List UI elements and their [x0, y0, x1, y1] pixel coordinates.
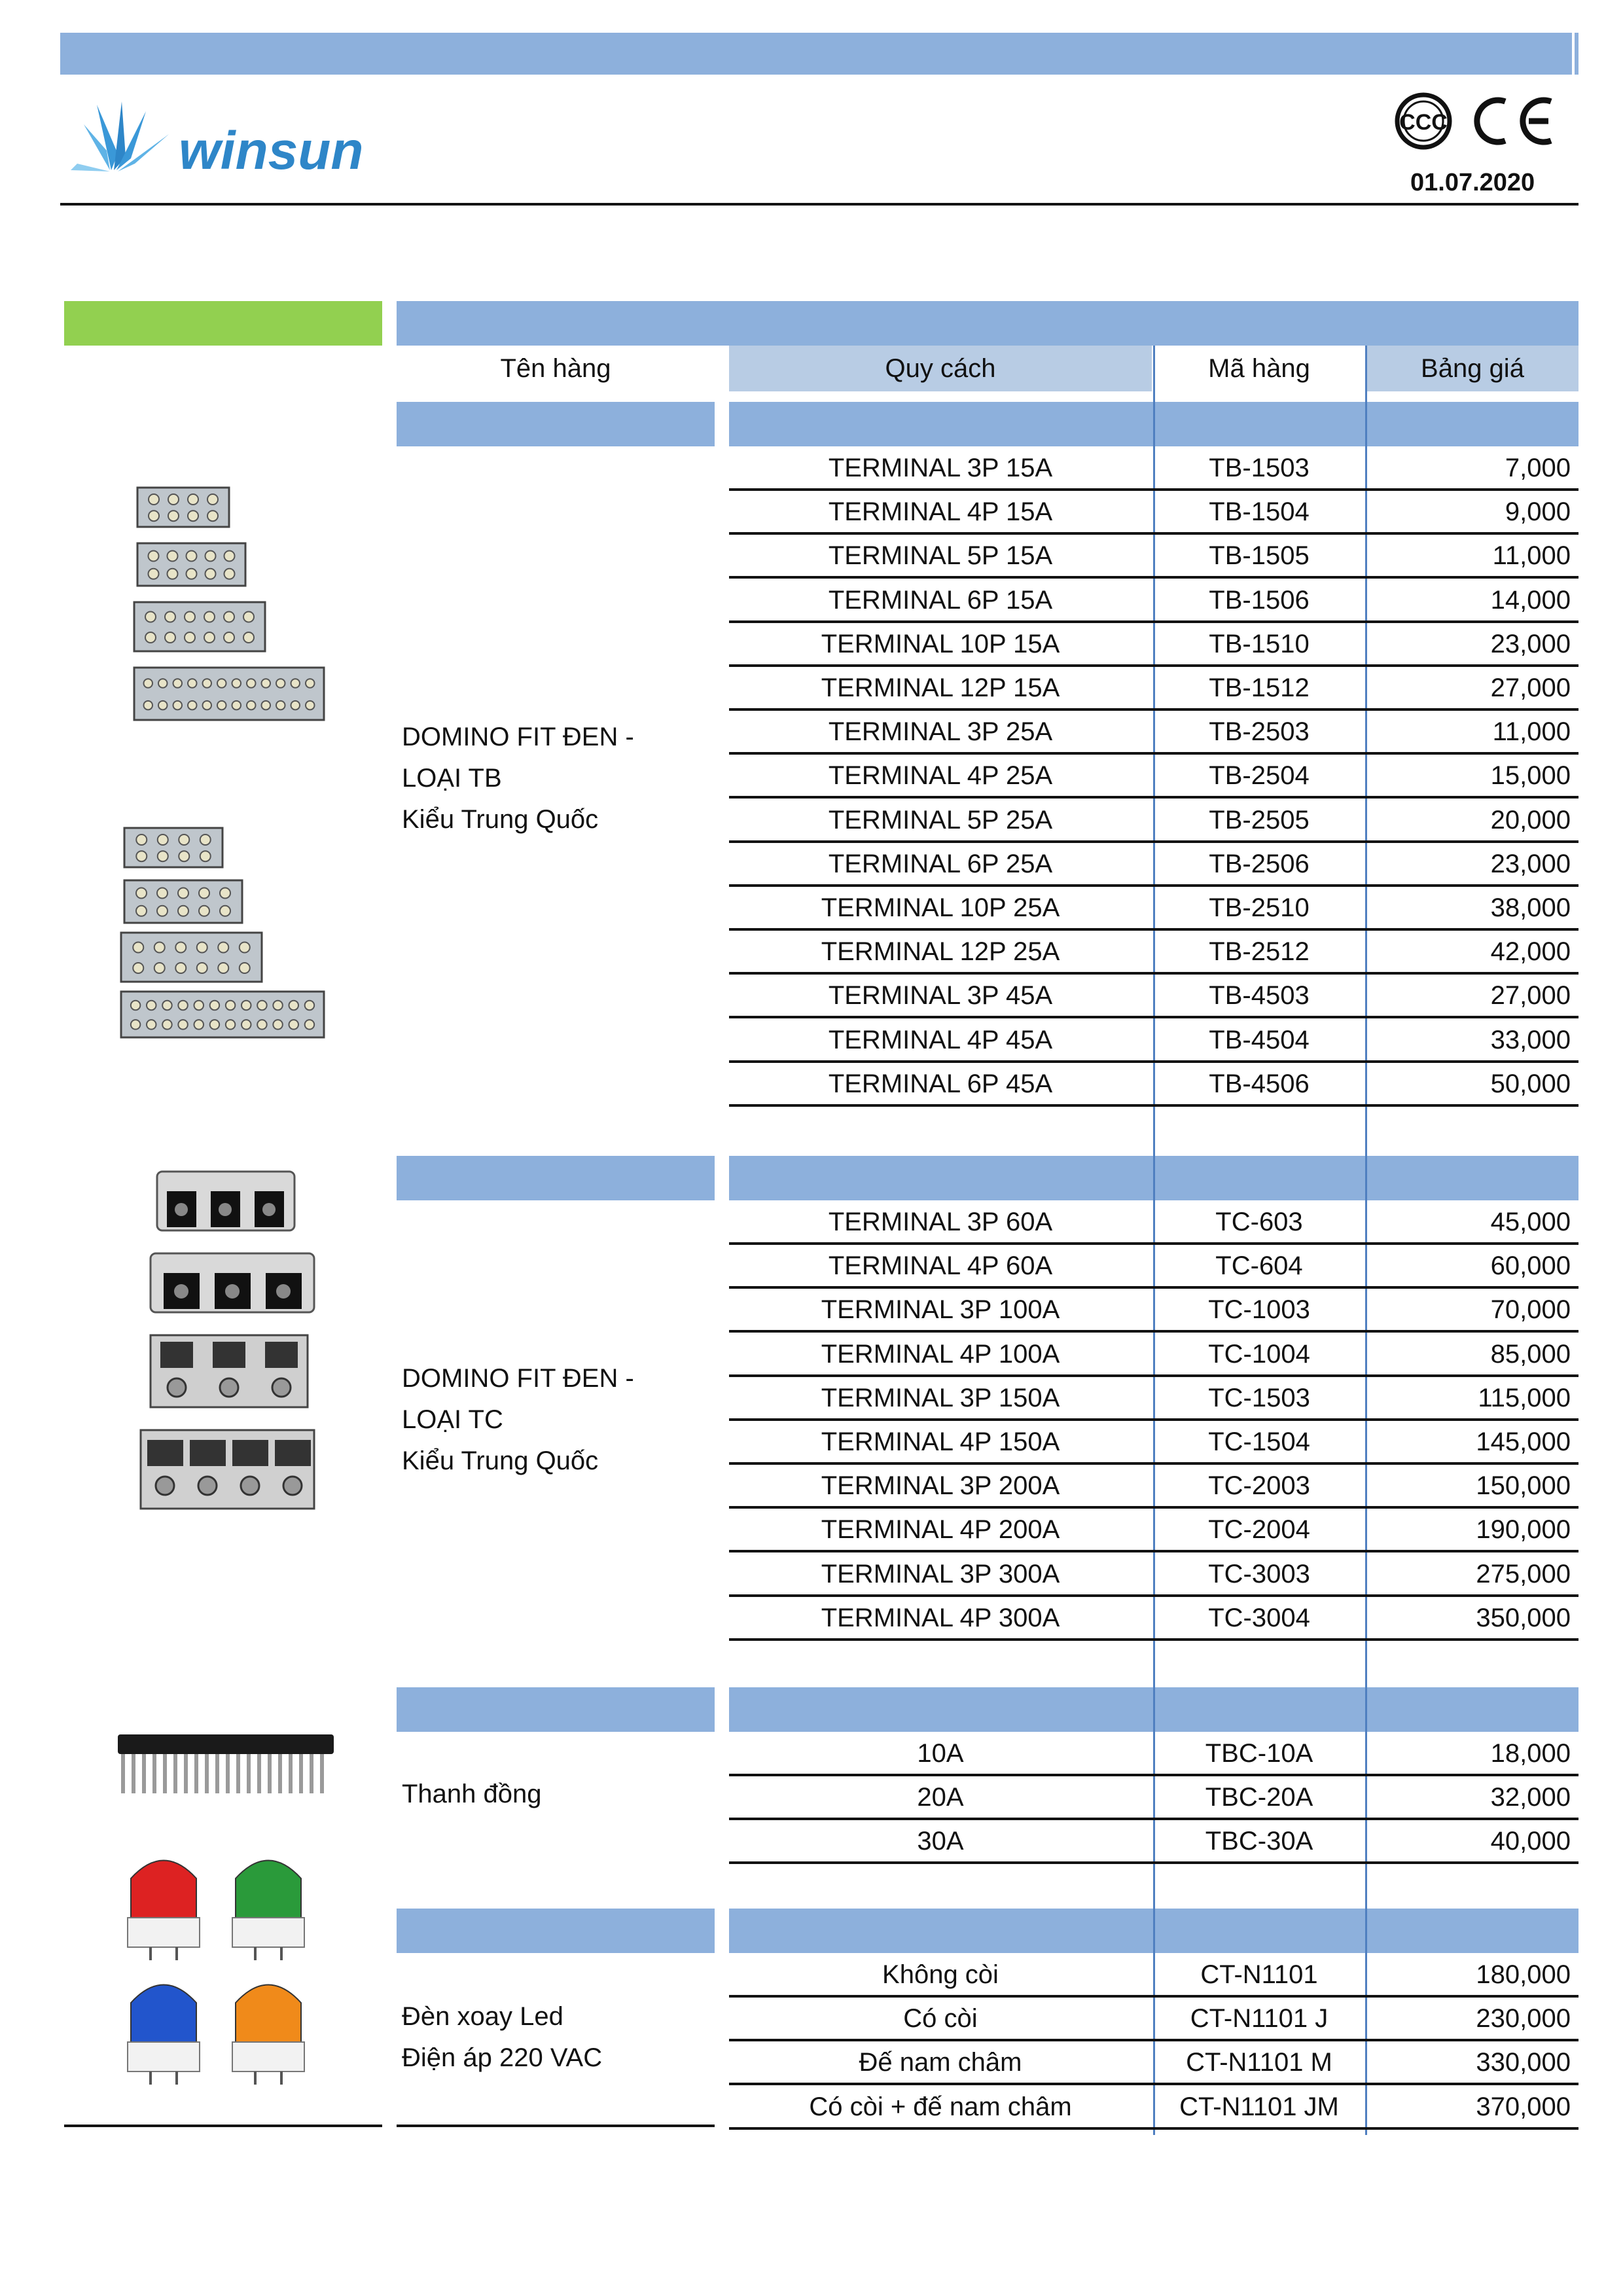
- row-spec: TERMINAL 12P 25A: [821, 937, 1060, 967]
- row-price: 230,000: [1476, 2004, 1571, 2034]
- copper-bar-icon: [118, 1734, 334, 1754]
- row-code: TC-2003: [1208, 1471, 1310, 1501]
- row-price: 18,000: [1490, 1739, 1571, 1768]
- row-code: TBC-30A: [1205, 1827, 1313, 1856]
- group-name-line: DOMINO FIT ĐEN -: [402, 723, 634, 751]
- row-spec: TERMINAL 4P 200A: [821, 1515, 1060, 1545]
- row-price: 85,000: [1490, 1339, 1571, 1369]
- row-code: TBC-10A: [1205, 1739, 1313, 1768]
- row-code: TC-1503: [1208, 1383, 1310, 1412]
- row-code: TB-2512: [1209, 937, 1310, 967]
- row-spec: Có còi + đế nam châm: [809, 2092, 1072, 2121]
- tb-terminal-block-image-25a: [118, 821, 340, 1044]
- row-spec: TERMINAL 3P 45A: [828, 981, 1053, 1011]
- image-column-bottom-line: [64, 2125, 382, 2127]
- row-spec: TERMINAL 10P 15A: [821, 629, 1060, 658]
- row-spec: TERMINAL 4P 25A: [828, 761, 1053, 791]
- terminal-strip-icon: [137, 488, 229, 527]
- row-code: TC-1004: [1208, 1339, 1310, 1369]
- row-code: TC-3003: [1208, 1559, 1310, 1588]
- row-spec: Có còi: [903, 2004, 978, 2034]
- terminal-strip-icon: [134, 668, 324, 720]
- terminal-strip-icon: [124, 828, 223, 867]
- row-code: TC-3004: [1208, 1603, 1310, 1632]
- row-price: 370,000: [1476, 2092, 1571, 2121]
- row-price: 23,000: [1490, 629, 1571, 658]
- row-spec: TERMINAL 6P 25A: [828, 849, 1053, 878]
- row-price: 11,000: [1492, 717, 1571, 747]
- row-spec: TERMINAL 4P 45A: [828, 1025, 1053, 1054]
- price-list-date: 01.07.2020: [1410, 169, 1535, 196]
- row-spec: TERMINAL 5P 15A: [828, 541, 1053, 571]
- name-column-bottom-line: [397, 2125, 715, 2127]
- terminal-strip-icon: [137, 543, 245, 586]
- group-name-line: LOẠI TC: [402, 1405, 503, 1434]
- row-spec: 30A: [917, 1827, 964, 1856]
- row-spec: TERMINAL 3P 100A: [821, 1295, 1060, 1325]
- group-name-line: Kiểu Trung Quốc: [402, 1446, 599, 1475]
- row-spec: TERMINAL 10P 25A: [821, 893, 1060, 922]
- row-spec: Không còi: [882, 1960, 999, 1989]
- row-divider: [729, 1638, 1578, 1641]
- led-lamp-icon: [128, 1985, 200, 2085]
- row-price: 27,000: [1490, 673, 1571, 702]
- tc-terminal-block-image: [137, 1165, 321, 1518]
- column-header-spec: Quy cách: [729, 346, 1152, 391]
- row-code: TB-4503: [1209, 981, 1310, 1011]
- terminal-strip-icon: [134, 602, 265, 651]
- row-price: 150,000: [1476, 1471, 1571, 1501]
- row-price: 50,000: [1490, 1069, 1571, 1098]
- svg-text:winsun: winsun: [179, 121, 364, 181]
- row-price: 190,000: [1476, 1515, 1571, 1545]
- row-code: TB-1506: [1209, 585, 1310, 615]
- table-row: [0, 1596, 1623, 1640]
- table-row: [0, 1062, 1623, 1106]
- row-divider: [729, 1861, 1578, 1864]
- table-row: [0, 1552, 1623, 1596]
- row-price: 42,000: [1490, 937, 1571, 967]
- row-code: TB-2510: [1209, 893, 1310, 922]
- column-header-price: Bảng giá: [1366, 346, 1578, 391]
- group-name-line: Điện áp 220 VAC: [402, 2043, 603, 2072]
- row-price: 180,000: [1476, 1960, 1571, 1989]
- row-spec: TERMINAL 3P 300A: [821, 1559, 1060, 1588]
- group-name-line: LOẠI TB: [402, 764, 502, 793]
- row-code: TC-1003: [1208, 1295, 1310, 1325]
- row-price: 23,000: [1490, 849, 1571, 878]
- row-code: TB-4504: [1209, 1025, 1310, 1054]
- row-spec: TERMINAL 4P 300A: [821, 1603, 1060, 1632]
- rotating-led-lamp-image: [118, 1852, 327, 2101]
- row-price: 45,000: [1490, 1208, 1571, 1236]
- row-spec: TERMINAL 4P 100A: [821, 1339, 1060, 1369]
- row-spec: TERMINAL 4P 60A: [828, 1251, 1053, 1281]
- terminal-strip-icon: [121, 933, 262, 982]
- row-spec: TERMINAL 12P 15A: [821, 673, 1060, 702]
- row-code: TC-603: [1215, 1208, 1303, 1236]
- row-price: 70,000: [1490, 1295, 1571, 1325]
- row-code: TB-2504: [1209, 761, 1310, 791]
- row-price: 115,000: [1478, 1383, 1571, 1412]
- row-spec: TERMINAL 3P 25A: [828, 717, 1053, 747]
- row-spec: 20A: [917, 1783, 964, 1812]
- row-code: TC-1504: [1208, 1427, 1310, 1456]
- row-price: 275,000: [1476, 1559, 1571, 1588]
- led-lamp-icon: [232, 1861, 304, 1961]
- row-code: TB-2503: [1209, 717, 1310, 747]
- row-spec: TERMINAL 4P 15A: [828, 497, 1053, 527]
- row-code: CT-N1101 JM: [1179, 2092, 1339, 2121]
- row-code: TB-1503: [1209, 454, 1310, 482]
- row-divider: [729, 1104, 1578, 1107]
- terminal-strip-icon: [124, 880, 242, 923]
- row-price: 33,000: [1490, 1025, 1571, 1054]
- row-code: CT-N1101 J: [1190, 2004, 1329, 2034]
- row-price: 32,000: [1490, 1783, 1571, 1812]
- row-price: 145,000: [1476, 1427, 1571, 1456]
- table-row: [0, 754, 1623, 798]
- row-price: 20,000: [1490, 805, 1571, 834]
- row-price: 9,000: [1505, 497, 1571, 527]
- row-spec: TERMINAL 3P 200A: [821, 1471, 1060, 1501]
- row-price: 14,000: [1490, 585, 1571, 615]
- row-spec: TERMINAL 6P 15A: [828, 585, 1053, 615]
- svg-text:CCC: CCC: [1399, 110, 1448, 135]
- row-price: 40,000: [1490, 1827, 1571, 1856]
- terminal-strip-icon: [121, 992, 324, 1037]
- row-price: 15,000: [1490, 761, 1571, 791]
- row-code: CT-N1101: [1200, 1960, 1318, 1989]
- row-price: 38,000: [1490, 893, 1571, 922]
- row-code: CT-N1101 M: [1186, 2048, 1332, 2077]
- row-spec: TERMINAL 3P 60A: [828, 1208, 1053, 1236]
- row-spec: TERMINAL 3P 15A: [828, 454, 1053, 482]
- row-price: 330,000: [1476, 2048, 1571, 2077]
- row-code: TC-604: [1215, 1251, 1303, 1281]
- row-code: TB-2506: [1209, 849, 1310, 878]
- led-lamp-icon: [128, 1861, 200, 1961]
- group-name-line: Kiểu Trung Quốc: [402, 805, 599, 834]
- row-price: 7,000: [1505, 454, 1571, 482]
- column-header-code: Mã hàng: [1208, 353, 1310, 383]
- column-header-name: Tên hàng: [500, 353, 611, 383]
- row-spec: TERMINAL 4P 150A: [821, 1427, 1060, 1456]
- row-spec: TERMINAL 5P 25A: [828, 805, 1053, 834]
- row-price: 60,000: [1490, 1251, 1571, 1281]
- row-code: TB-4506: [1209, 1069, 1310, 1098]
- row-divider: [729, 2127, 1578, 2130]
- row-price: 11,000: [1492, 541, 1571, 571]
- tb-terminal-block-image-15a: [118, 481, 340, 730]
- row-price: 350,000: [1476, 1603, 1571, 1632]
- copper-bar-image: [111, 1728, 340, 1803]
- row-spec: TERMINAL 6P 45A: [828, 1069, 1053, 1098]
- row-spec: TERMINAL 3P 150A: [821, 1383, 1060, 1412]
- group-name-line: DOMINO FIT ĐEN -: [402, 1364, 634, 1393]
- row-code: TB-1505: [1209, 541, 1310, 571]
- group-name-line: Đèn xoay Led: [402, 2002, 563, 2031]
- row-price: 27,000: [1490, 981, 1571, 1011]
- row-spec: Đế nam châm: [859, 2048, 1022, 2077]
- row-spec: 10A: [917, 1739, 964, 1768]
- row-code: TBC-20A: [1205, 1783, 1313, 1812]
- led-lamp-icon: [232, 1985, 304, 2085]
- row-code: TB-1512: [1209, 673, 1310, 702]
- row-code: TB-2505: [1209, 805, 1310, 834]
- row-code: TB-1504: [1209, 497, 1310, 527]
- row-code: TB-1510: [1209, 629, 1310, 658]
- group-name-line: Thanh đồng: [402, 1780, 542, 1808]
- row-code: TC-2004: [1208, 1515, 1310, 1545]
